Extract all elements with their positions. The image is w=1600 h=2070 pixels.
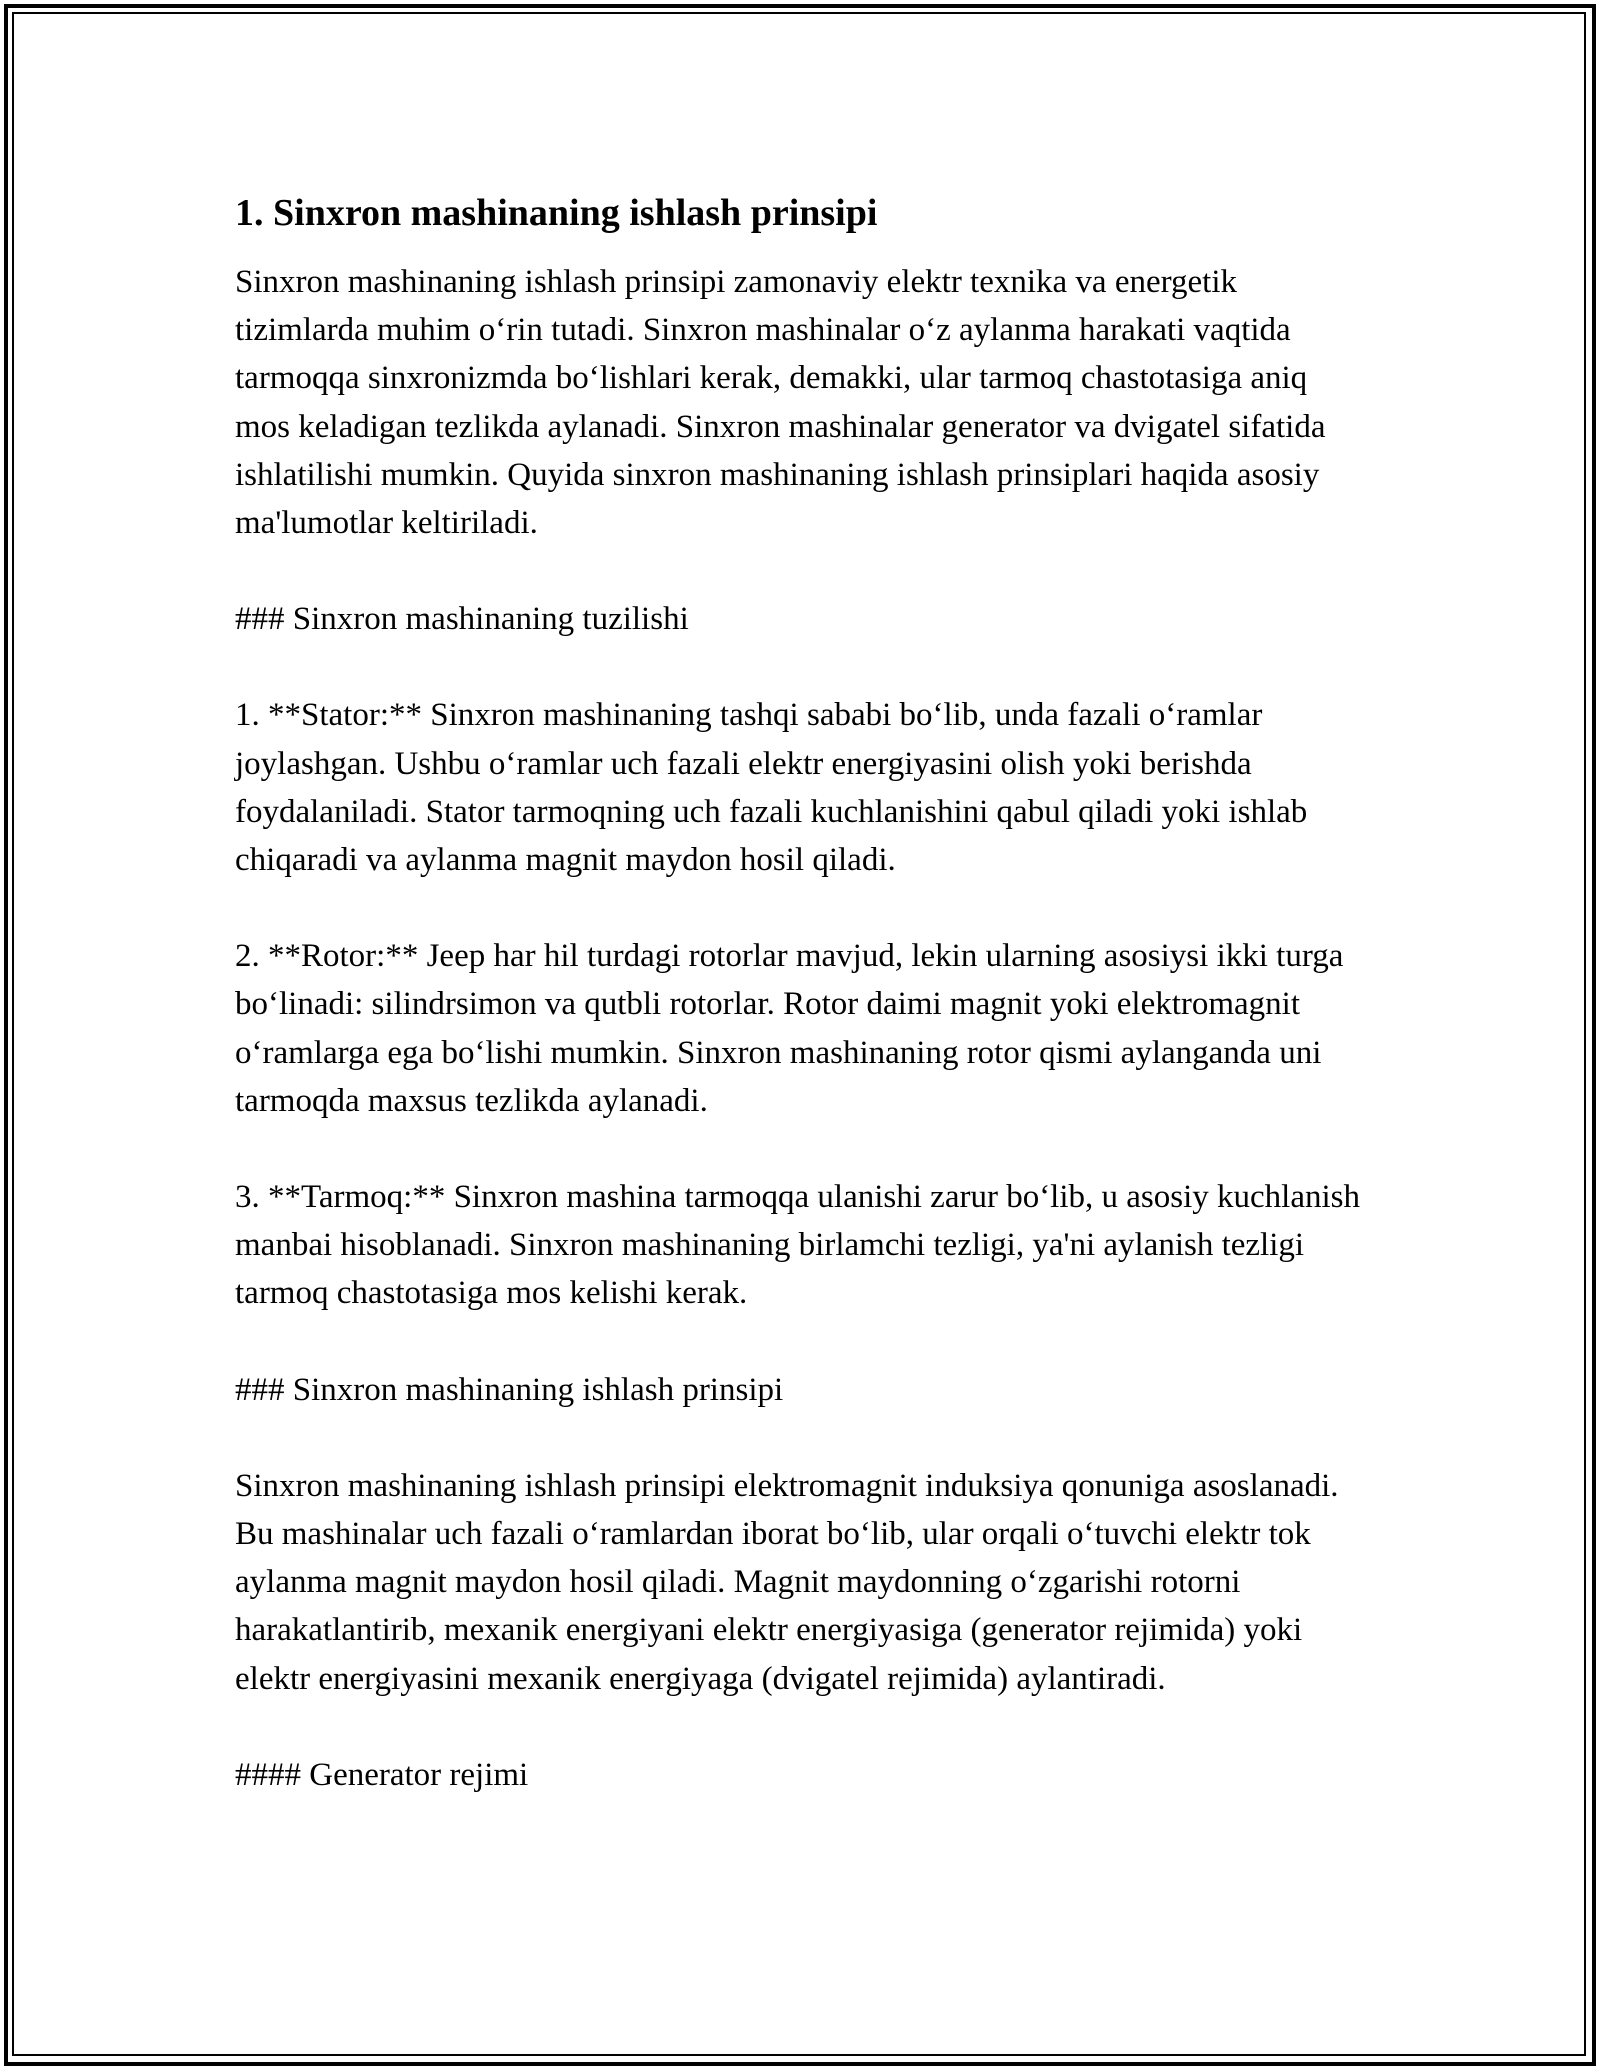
document-title: 1. Sinxron mashinaning ishlash prinsipi: [235, 192, 878, 234]
document-body: [235, 186, 1365, 1799]
section-heading-principle: ### Sinxron mashinaning ishlash prinsipi: [235, 1371, 784, 1408]
principle-paragraph: Sinxron mashinaning ishlash prinsipi elektromagnit induksiya qonuniga asoslanadi. Bu mashinalar uch fazali o‘ramlardan iborat bo‘lib, ular orqali o‘tuvchi elektr tok aylanma magnit maydon hosil qiladi. Magnit maydonning o‘zgarishi rotorni harakatlantirib, mexanik energiyani elektr energiyasiga (generator rejimida) yoki elektr energiyasini mexanik energiyaga (dvigatel rejimida) aylantiradi.: [235, 1467, 1339, 1697]
intro-paragraph: Sinxron mashinaning ishlash prinsipi zamonaviy elektr texnika va energetik tizimlarda muhim o‘rin tutadi. Sinxron mashinalar o‘z aylanma harakati vaqtida tarmoqqa sinxronizmda bo‘lishlari kerak, demakki, ular tarmoq chastotasiga aniq mos keladigan tezlikda aylanadi. Sinxron mashinalar generator va dvigatel sifatida ishlatilishi mumkin. Quyida sinxron mashinaning ishlash prinsiplari haqida asosiy ma'lumotlar keltiriladi.: [235, 264, 1326, 542]
list-item-network: 3. **Tarmoq:** Sinxron mashina tarmoqqa ulanishi zarur bo‘lib, u asosiy kuchlanish manbai hisoblanadi. Sinxron mashinaning birlamchi tezligi, ya'ni aylanish tezligi tarmoq chastotasiga mos kelishi kerak.: [235, 1179, 1360, 1312]
section-heading-structure: ### Sinxron mashinaning tuzilishi: [235, 601, 689, 638]
list-item-rotor: 2. **Rotor:** Jeep har hil turdagi rotorlar mavjud, lekin ularning asosiysi ikki turga bo‘linadi: silindrsimon va qutbli rotorlar. Rotor daimi magnit yoki elektromagnit o‘ramlarga ega bo‘lishi mumkin. Sinxron mashinaning rotor qismi aylanganda uni tarmoqda maxsus tezlikda aylanadi.: [235, 938, 1344, 1119]
list-item-stator: 1. **Stator:** Sinxron mashinaning tashqi sababi bo‘lib, unda fazali o‘ramlar joylashgan. Ushbu o‘ramlar uch fazali elektr energiyasini olish yoki berishda foydalaniladi. Stator tarmoqning uch fazali kuchlanishini qabul qiladi yoki ishlab chiqaradi va aylanma magnit maydon hosil qiladi.: [235, 697, 1308, 879]
subsection-heading-generator: #### Generator rejimi: [235, 1756, 529, 1793]
